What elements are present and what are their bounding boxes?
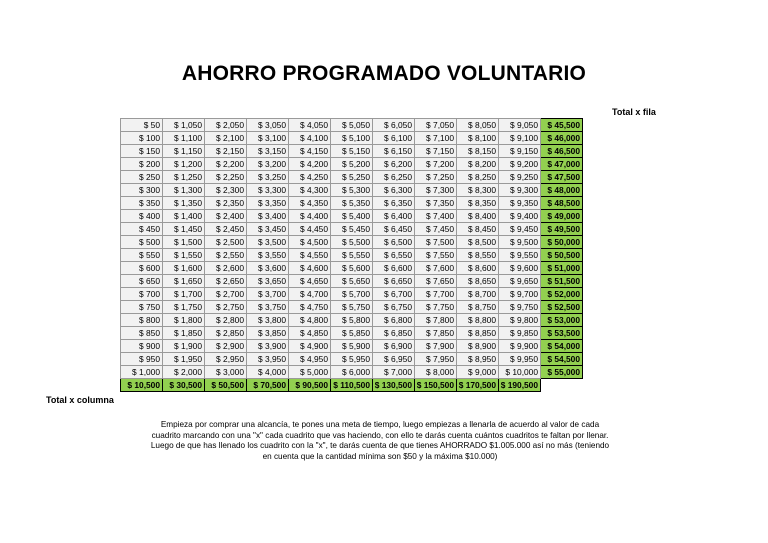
savings-cell[interactable]: $ 1,800 xyxy=(163,314,205,327)
table-row xyxy=(121,223,583,236)
table-row xyxy=(121,301,583,314)
savings-cell[interactable]: $ 5,200 xyxy=(331,158,373,171)
savings-cell[interactable]: $ 2,800 xyxy=(205,314,247,327)
savings-cell[interactable]: $ 5,600 xyxy=(331,262,373,275)
savings-cell[interactable]: $ 2,950 xyxy=(205,353,247,366)
savings-cell[interactable]: $ 400 xyxy=(121,210,163,223)
savings-cell[interactable]: $ 100 xyxy=(121,132,163,145)
savings-cell[interactable]: $ 7,800 xyxy=(415,314,457,327)
savings-cell[interactable]: $ 7,100 xyxy=(415,132,457,145)
savings-cell[interactable]: $ 8,100 xyxy=(457,132,499,145)
savings-cell[interactable]: $ 5,450 xyxy=(331,223,373,236)
savings-cell[interactable]: $ 650 xyxy=(121,275,163,288)
savings-cell[interactable]: $ 9,850 xyxy=(499,327,541,340)
savings-cell[interactable]: $ 8,700 xyxy=(457,288,499,301)
savings-cell[interactable]: $ 2,750 xyxy=(205,301,247,314)
row-total-cell: $ 48,500 xyxy=(541,197,583,210)
column-total-cell: $ 50,500 xyxy=(205,379,247,392)
column-total-cell: $ 70,500 xyxy=(247,379,289,392)
savings-cell[interactable]: $ 2,600 xyxy=(205,262,247,275)
savings-cell[interactable]: $ 7,000 xyxy=(373,366,415,379)
savings-cell[interactable]: $ 8,250 xyxy=(457,171,499,184)
savings-cell[interactable]: $ 1,600 xyxy=(163,262,205,275)
column-total-cell: $ 170,500 xyxy=(457,379,499,392)
savings-cell[interactable]: $ 5,000 xyxy=(289,366,331,379)
savings-cell[interactable]: $ 5,800 xyxy=(331,314,373,327)
savings-cell[interactable]: $ 4,950 xyxy=(289,353,331,366)
savings-cell[interactable]: $ 6,350 xyxy=(373,197,415,210)
savings-cell[interactable]: $ 7,350 xyxy=(415,197,457,210)
savings-cell[interactable]: $ 700 xyxy=(121,288,163,301)
savings-cell[interactable]: $ 50 xyxy=(121,119,163,132)
savings-cell[interactable]: $ 8,450 xyxy=(457,223,499,236)
savings-cell[interactable]: $ 2,200 xyxy=(205,158,247,171)
savings-cell[interactable]: $ 200 xyxy=(121,158,163,171)
savings-cell[interactable]: $ 5,100 xyxy=(331,132,373,145)
savings-cell[interactable]: $ 6,150 xyxy=(373,145,415,158)
savings-cell[interactable]: $ 5,700 xyxy=(331,288,373,301)
savings-cell[interactable]: $ 6,700 xyxy=(373,288,415,301)
savings-cell[interactable]: $ 2,150 xyxy=(205,145,247,158)
row-total-cell: $ 48,000 xyxy=(541,184,583,197)
savings-cell[interactable]: $ 1,200 xyxy=(163,158,205,171)
column-total-cell: $ 30,500 xyxy=(163,379,205,392)
savings-cell[interactable]: $ 7,300 xyxy=(415,184,457,197)
savings-cell[interactable]: $ 5,850 xyxy=(331,327,373,340)
table-row xyxy=(121,158,583,171)
savings-cell[interactable]: $ 1,300 xyxy=(163,184,205,197)
savings-cell[interactable]: $ 6,050 xyxy=(373,119,415,132)
savings-cell[interactable]: $ 2,550 xyxy=(205,249,247,262)
savings-cell[interactable]: $ 9,000 xyxy=(457,366,499,379)
savings-cell[interactable]: $ 9,600 xyxy=(499,262,541,275)
savings-cell[interactable]: $ 4,100 xyxy=(289,132,331,145)
savings-cell[interactable]: $ 6,900 xyxy=(373,340,415,353)
savings-cell[interactable]: $ 3,700 xyxy=(247,288,289,301)
savings-cell[interactable]: $ 5,750 xyxy=(331,301,373,314)
table-row xyxy=(121,171,583,184)
savings-cell[interactable]: $ 6,550 xyxy=(373,249,415,262)
savings-cell[interactable]: $ 6,750 xyxy=(373,301,415,314)
savings-cell[interactable]: $ 8,850 xyxy=(457,327,499,340)
savings-cell[interactable]: $ 7,600 xyxy=(415,262,457,275)
savings-cell[interactable]: $ 8,300 xyxy=(457,184,499,197)
note-line: Luego de que has llenado los cuadrito con la "x", te darás cuenta de que tienes AHORRADO $1.005.000 así no más (teniendo xyxy=(150,441,610,451)
row-total-cell: $ 45,500 xyxy=(541,119,583,132)
savings-cell[interactable]: $ 2,100 xyxy=(205,132,247,145)
savings-cell[interactable]: $ 250 xyxy=(121,171,163,184)
savings-cell[interactable]: $ 2,650 xyxy=(205,275,247,288)
savings-cell[interactable]: $ 3,200 xyxy=(247,158,289,171)
savings-cell[interactable]: $ 7,700 xyxy=(415,288,457,301)
savings-cell[interactable]: $ 9,700 xyxy=(499,288,541,301)
savings-cell[interactable]: $ 4,550 xyxy=(289,249,331,262)
savings-cell[interactable]: $ 9,650 xyxy=(499,275,541,288)
column-total-cell: $ 90,500 xyxy=(289,379,331,392)
table-row xyxy=(121,327,583,340)
savings-cell[interactable]: $ 7,200 xyxy=(415,158,457,171)
savings-cell[interactable]: $ 6,600 xyxy=(373,262,415,275)
savings-cell[interactable]: $ 9,400 xyxy=(499,210,541,223)
column-total-cell: $ 110,500 xyxy=(331,379,373,392)
savings-grid xyxy=(120,118,583,392)
savings-cell[interactable]: $ 4,800 xyxy=(289,314,331,327)
savings-cell[interactable]: $ 1,500 xyxy=(163,236,205,249)
savings-cell[interactable]: $ 9,750 xyxy=(499,301,541,314)
column-total-cell: $ 10,500 xyxy=(121,379,163,392)
savings-cell[interactable]: $ 2,250 xyxy=(205,171,247,184)
savings-cell[interactable]: $ 2,400 xyxy=(205,210,247,223)
table-row xyxy=(121,145,583,158)
savings-cell[interactable]: $ 9,950 xyxy=(499,353,541,366)
row-total-cell: $ 46,000 xyxy=(541,132,583,145)
row-total-cell: $ 49,500 xyxy=(541,223,583,236)
savings-cell[interactable]: $ 1,850 xyxy=(163,327,205,340)
note-line: cuadrito marcando con una "x" cada cuadrito que vas haciendo, con ello te darás cuenta cuántos cuadritos te faltan por llenar. xyxy=(151,430,609,440)
row-total-cell: $ 52,000 xyxy=(541,288,583,301)
savings-cell[interactable]: $ 9,250 xyxy=(499,171,541,184)
savings-cell[interactable]: $ 9,300 xyxy=(499,184,541,197)
savings-cell[interactable]: $ 6,400 xyxy=(373,210,415,223)
savings-cell[interactable]: $ 4,000 xyxy=(247,366,289,379)
savings-cell[interactable]: $ 1,400 xyxy=(163,210,205,223)
savings-cell[interactable]: $ 3,350 xyxy=(247,197,289,210)
savings-cell[interactable]: $ 8,350 xyxy=(457,197,499,210)
savings-cell[interactable]: $ 7,400 xyxy=(415,210,457,223)
row-total-cell: $ 50,000 xyxy=(541,236,583,249)
savings-cell[interactable]: $ 2,450 xyxy=(205,223,247,236)
row-total-cell: $ 53,500 xyxy=(541,327,583,340)
savings-cell[interactable]: $ 6,100 xyxy=(373,132,415,145)
savings-cell[interactable]: $ 1,750 xyxy=(163,301,205,314)
empty-cell xyxy=(541,379,583,392)
savings-cell[interactable]: $ 1,900 xyxy=(163,340,205,353)
row-total-cell: $ 51,500 xyxy=(541,275,583,288)
savings-cell[interactable]: $ 1,350 xyxy=(163,197,205,210)
savings-cell[interactable]: $ 6,500 xyxy=(373,236,415,249)
savings-cell[interactable]: $ 450 xyxy=(121,223,163,236)
savings-cell[interactable]: $ 1,550 xyxy=(163,249,205,262)
savings-cell[interactable]: $ 7,050 xyxy=(415,119,457,132)
savings-cell[interactable]: $ 550 xyxy=(121,249,163,262)
savings-cell[interactable]: $ 4,050 xyxy=(289,119,331,132)
savings-cell[interactable]: $ 4,350 xyxy=(289,197,331,210)
savings-cell[interactable]: $ 3,850 xyxy=(247,327,289,340)
savings-cell[interactable]: $ 4,750 xyxy=(289,301,331,314)
table-row xyxy=(121,119,583,132)
savings-cell[interactable]: $ 1,950 xyxy=(163,353,205,366)
savings-cell[interactable]: $ 1,650 xyxy=(163,275,205,288)
savings-cell[interactable]: $ 5,550 xyxy=(331,249,373,262)
savings-cell[interactable]: $ 7,250 xyxy=(415,171,457,184)
savings-cell[interactable]: $ 8,750 xyxy=(457,301,499,314)
savings-cell[interactable]: $ 9,100 xyxy=(499,132,541,145)
savings-cell[interactable]: $ 4,450 xyxy=(289,223,331,236)
column-totals-row xyxy=(121,379,583,392)
savings-cell[interactable]: $ 5,650 xyxy=(331,275,373,288)
savings-cell[interactable]: $ 3,550 xyxy=(247,249,289,262)
savings-cell[interactable]: $ 8,200 xyxy=(457,158,499,171)
table-row xyxy=(121,340,583,353)
savings-cell[interactable]: $ 2,900 xyxy=(205,340,247,353)
savings-cell[interactable]: $ 1,250 xyxy=(163,171,205,184)
savings-cell[interactable]: $ 3,300 xyxy=(247,184,289,197)
savings-cell[interactable]: $ 950 xyxy=(121,353,163,366)
savings-cell[interactable]: $ 8,050 xyxy=(457,119,499,132)
savings-cell[interactable]: $ 4,850 xyxy=(289,327,331,340)
savings-cell[interactable]: $ 8,800 xyxy=(457,314,499,327)
savings-cell[interactable]: $ 7,850 xyxy=(415,327,457,340)
savings-cell[interactable]: $ 3,600 xyxy=(247,262,289,275)
savings-cell[interactable]: $ 900 xyxy=(121,340,163,353)
savings-cell[interactable]: $ 3,100 xyxy=(247,132,289,145)
row-total-cell: $ 46,500 xyxy=(541,145,583,158)
savings-cell[interactable]: $ 6,300 xyxy=(373,184,415,197)
savings-cell[interactable]: $ 4,500 xyxy=(289,236,331,249)
savings-cell[interactable]: $ 8,400 xyxy=(457,210,499,223)
savings-cell[interactable]: $ 2,500 xyxy=(205,236,247,249)
savings-cell[interactable]: $ 9,050 xyxy=(499,119,541,132)
savings-cell[interactable]: $ 3,950 xyxy=(247,353,289,366)
savings-cell[interactable]: $ 3,500 xyxy=(247,236,289,249)
savings-cell[interactable]: $ 7,500 xyxy=(415,236,457,249)
savings-cell[interactable]: $ 9,350 xyxy=(499,197,541,210)
savings-cell[interactable]: $ 1,150 xyxy=(163,145,205,158)
note-line: en cuenta que la cantidad mínima son $50 y la máxima $10.000) xyxy=(262,451,498,461)
savings-cell[interactable]: $ 7,900 xyxy=(415,340,457,353)
savings-cell[interactable]: $ 3,000 xyxy=(205,366,247,379)
savings-cell[interactable]: $ 8,500 xyxy=(457,236,499,249)
savings-cell[interactable]: $ 8,650 xyxy=(457,275,499,288)
savings-cell[interactable]: $ 6,850 xyxy=(373,327,415,340)
savings-cell[interactable]: $ 4,900 xyxy=(289,340,331,353)
table-row xyxy=(121,288,583,301)
savings-cell[interactable]: $ 3,900 xyxy=(247,340,289,353)
savings-cell[interactable]: $ 2,700 xyxy=(205,288,247,301)
savings-cell[interactable]: $ 3,400 xyxy=(247,210,289,223)
savings-cell[interactable]: $ 4,300 xyxy=(289,184,331,197)
row-total-cell: $ 49,000 xyxy=(541,210,583,223)
savings-cell[interactable]: $ 1,450 xyxy=(163,223,205,236)
savings-cell[interactable]: $ 5,950 xyxy=(331,353,373,366)
savings-cell[interactable]: $ 4,650 xyxy=(289,275,331,288)
savings-cell[interactable]: $ 1,700 xyxy=(163,288,205,301)
savings-cell[interactable]: $ 3,250 xyxy=(247,171,289,184)
savings-cell[interactable]: $ 8,150 xyxy=(457,145,499,158)
savings-cell[interactable]: $ 6,200 xyxy=(373,158,415,171)
savings-cell[interactable]: $ 9,550 xyxy=(499,249,541,262)
savings-cell[interactable]: $ 750 xyxy=(121,301,163,314)
savings-cell[interactable]: $ 3,650 xyxy=(247,275,289,288)
savings-cell[interactable]: $ 5,350 xyxy=(331,197,373,210)
savings-cell[interactable]: $ 3,050 xyxy=(247,119,289,132)
savings-cell[interactable]: $ 2,350 xyxy=(205,197,247,210)
table-row xyxy=(121,262,583,275)
savings-cell[interactable]: $ 4,250 xyxy=(289,171,331,184)
table-row xyxy=(121,132,583,145)
row-total-cell: $ 51,000 xyxy=(541,262,583,275)
savings-cell[interactable]: $ 3,750 xyxy=(247,301,289,314)
savings-cell[interactable]: $ 4,200 xyxy=(289,158,331,171)
savings-cell[interactable]: $ 6,000 xyxy=(331,366,373,379)
savings-cell[interactable]: $ 9,150 xyxy=(499,145,541,158)
savings-cell[interactable]: $ 6,450 xyxy=(373,223,415,236)
table-row xyxy=(121,197,583,210)
savings-cell[interactable]: $ 1,050 xyxy=(163,119,205,132)
savings-cell[interactable]: $ 2,850 xyxy=(205,327,247,340)
savings-cell[interactable]: $ 2,000 xyxy=(163,366,205,379)
savings-cell[interactable]: $ 5,050 xyxy=(331,119,373,132)
savings-cell[interactable]: $ 9,450 xyxy=(499,223,541,236)
savings-cell[interactable]: $ 150 xyxy=(121,145,163,158)
savings-cell[interactable]: $ 10,000 xyxy=(499,366,541,379)
savings-cell[interactable]: $ 2,050 xyxy=(205,119,247,132)
column-total-header: Total x columna xyxy=(46,395,114,405)
savings-cell[interactable]: $ 850 xyxy=(121,327,163,340)
savings-cell[interactable]: $ 300 xyxy=(121,184,163,197)
savings-cell[interactable]: $ 3,150 xyxy=(247,145,289,158)
savings-cell[interactable]: $ 8,600 xyxy=(457,262,499,275)
savings-cell[interactable]: $ 9,800 xyxy=(499,314,541,327)
page-title: AHORRO PROGRAMADO VOLUNTARIO xyxy=(181,62,587,85)
table-row xyxy=(121,249,583,262)
savings-cell[interactable]: $ 2,300 xyxy=(205,184,247,197)
table-row xyxy=(121,236,583,249)
table-row xyxy=(121,275,583,288)
table-row xyxy=(121,353,583,366)
savings-cell[interactable]: $ 7,650 xyxy=(415,275,457,288)
table-row xyxy=(121,184,583,197)
row-total-cell: $ 53,000 xyxy=(541,314,583,327)
savings-cell[interactable]: $ 8,550 xyxy=(457,249,499,262)
note-line: Empieza por comprar una alcancía, te pones una meta de tiempo, luego empiezas a llenarla de acuerdo al valor de cada xyxy=(160,420,600,429)
row-total-cell: $ 50,500 xyxy=(541,249,583,262)
savings-cell[interactable]: $ 500 xyxy=(121,236,163,249)
savings-cell[interactable]: $ 8,900 xyxy=(457,340,499,353)
savings-cell[interactable]: $ 8,000 xyxy=(415,366,457,379)
savings-cell[interactable]: $ 4,600 xyxy=(289,262,331,275)
table-row xyxy=(121,366,583,379)
row-total-cell: $ 52,500 xyxy=(541,301,583,314)
savings-cell[interactable]: $ 7,150 xyxy=(415,145,457,158)
savings-cell[interactable]: $ 800 xyxy=(121,314,163,327)
savings-cell[interactable]: $ 5,400 xyxy=(331,210,373,223)
savings-cell[interactable]: $ 9,200 xyxy=(499,158,541,171)
table-row xyxy=(121,210,583,223)
savings-cell[interactable]: $ 7,750 xyxy=(415,301,457,314)
savings-cell[interactable]: $ 4,400 xyxy=(289,210,331,223)
row-total-cell: $ 54,000 xyxy=(541,340,583,353)
savings-cell[interactable]: $ 600 xyxy=(121,262,163,275)
row-total-cell: $ 55,000 xyxy=(541,366,583,379)
savings-cell[interactable]: $ 5,900 xyxy=(331,340,373,353)
savings-cell[interactable]: $ 6,250 xyxy=(373,171,415,184)
savings-cell[interactable]: $ 4,700 xyxy=(289,288,331,301)
row-total-header: Total x fila xyxy=(612,107,656,117)
savings-cell[interactable]: $ 4,150 xyxy=(289,145,331,158)
savings-cell[interactable]: $ 6,800 xyxy=(373,314,415,327)
savings-cell[interactable]: $ 7,450 xyxy=(415,223,457,236)
table-row xyxy=(121,314,583,327)
savings-cell[interactable]: $ 3,450 xyxy=(247,223,289,236)
savings-cell[interactable]: $ 1,100 xyxy=(163,132,205,145)
savings-cell[interactable]: $ 8,950 xyxy=(457,353,499,366)
savings-cell[interactable]: $ 6,950 xyxy=(373,353,415,366)
savings-cell[interactable]: $ 9,900 xyxy=(499,340,541,353)
savings-cell[interactable]: $ 5,500 xyxy=(331,236,373,249)
savings-cell[interactable]: $ 350 xyxy=(121,197,163,210)
row-total-cell: $ 47,000 xyxy=(541,158,583,171)
savings-cell[interactable]: $ 9,500 xyxy=(499,236,541,249)
savings-cell[interactable]: $ 5,250 xyxy=(331,171,373,184)
savings-cell[interactable]: $ 6,650 xyxy=(373,275,415,288)
savings-cell[interactable]: $ 3,800 xyxy=(247,314,289,327)
row-total-cell: $ 54,500 xyxy=(541,353,583,366)
column-total-cell: $ 130,500 xyxy=(373,379,415,392)
savings-cell[interactable]: $ 7,950 xyxy=(415,353,457,366)
instructions-note xyxy=(110,420,650,462)
row-total-cell: $ 47,500 xyxy=(541,171,583,184)
savings-cell[interactable]: $ 5,150 xyxy=(331,145,373,158)
column-total-cell: $ 150,500 xyxy=(415,379,457,392)
savings-cell[interactable]: $ 7,550 xyxy=(415,249,457,262)
column-total-cell: $ 190,500 xyxy=(499,379,541,392)
savings-cell[interactable]: $ 1,000 xyxy=(121,366,163,379)
savings-cell[interactable]: $ 5,300 xyxy=(331,184,373,197)
